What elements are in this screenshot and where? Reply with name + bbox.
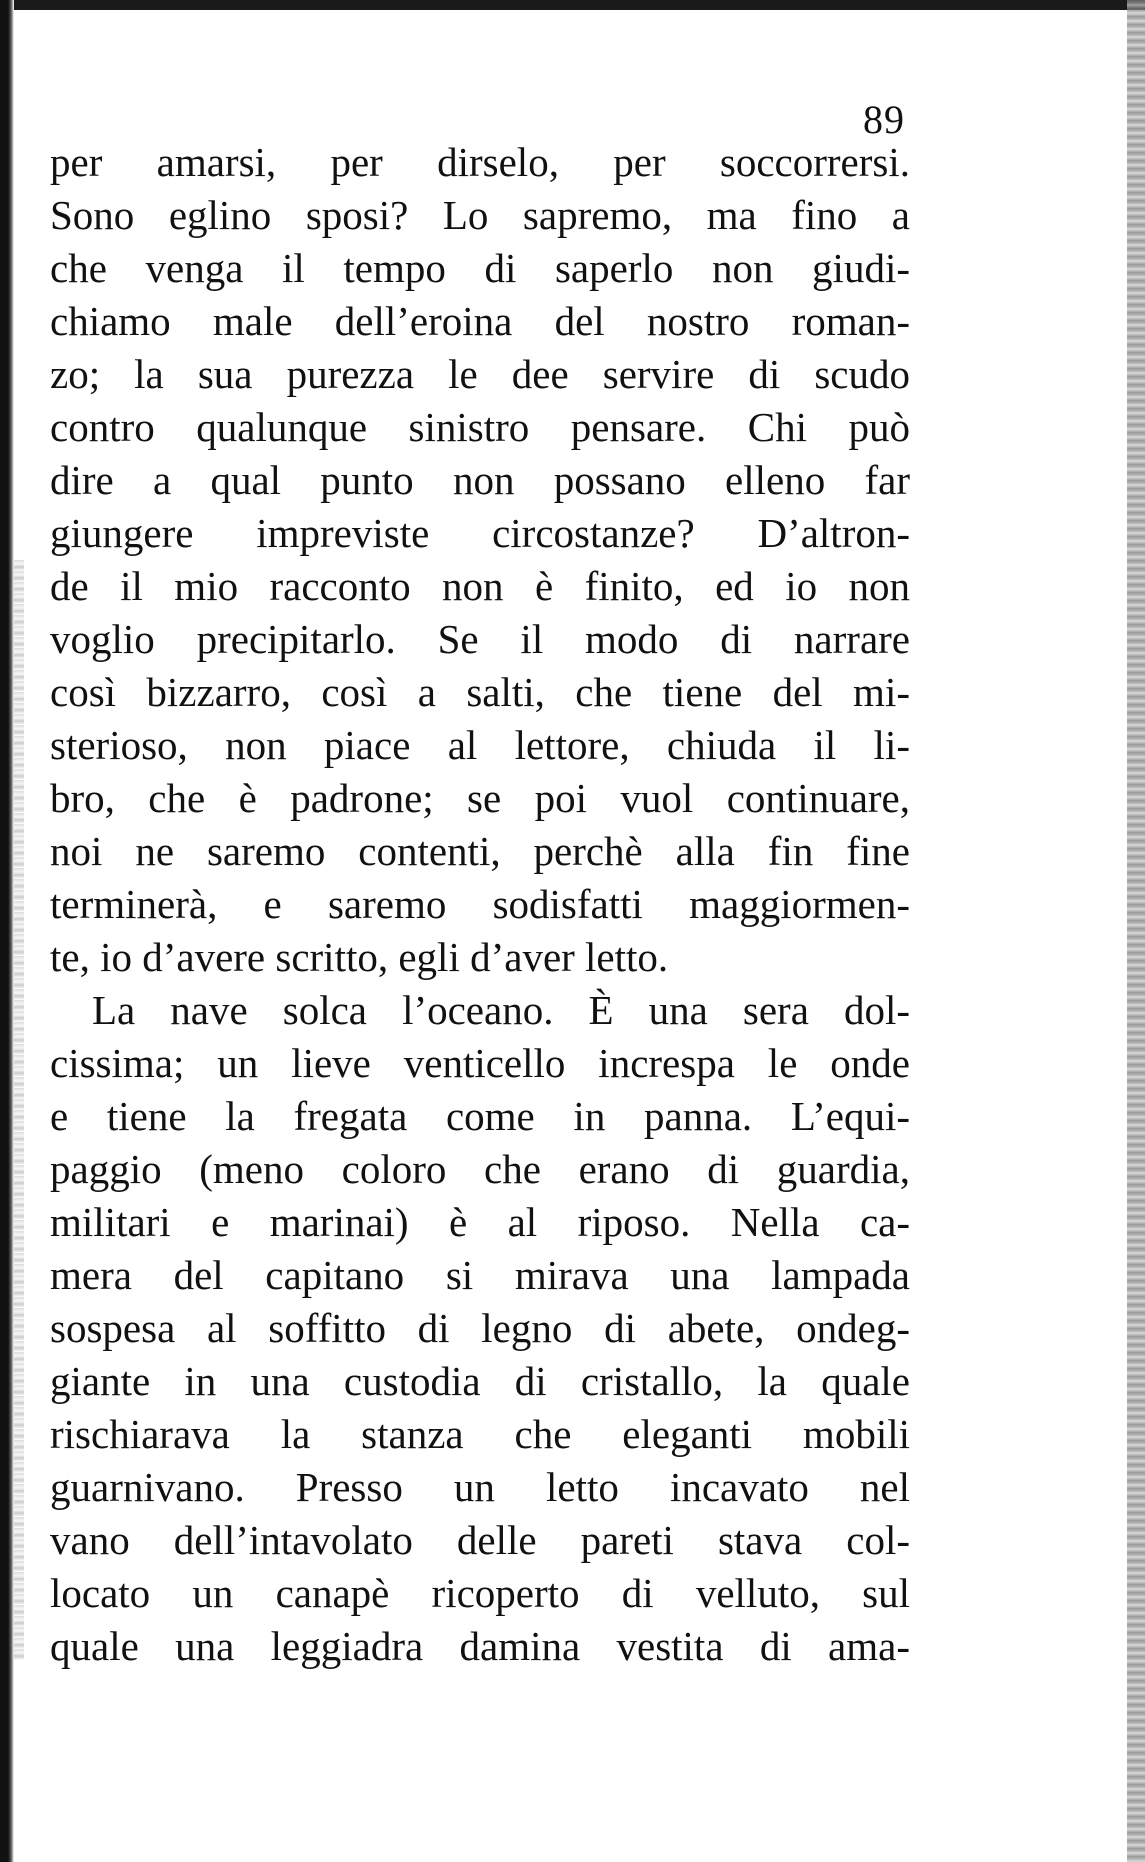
text-line: voglio precipitarlo. Se il modo di narrare [50, 616, 910, 662]
page-number: 89 [863, 97, 905, 142]
text-line: giante in una custodia di cristallo, la quale [50, 1358, 910, 1404]
body-text [50, 136, 910, 1673]
text-line: Sono eglino sposi? Lo sapremo, ma fino a [50, 192, 910, 238]
text-line: zo; la sua purezza le dee servire di scudo [50, 351, 910, 397]
page-right-edge [1127, 0, 1145, 1862]
text-line: sospesa al soffitto di legno di abete, ondeg- [50, 1305, 910, 1351]
page-left-edge [0, 0, 14, 1862]
text-line: guarnivano. Presso un letto incavato nel [50, 1464, 910, 1510]
text-line: vano dell’intavolato delle pareti stava col- [50, 1517, 910, 1563]
text-line: mera del capitano si mirava una lampada [50, 1252, 910, 1298]
text-line: così bizzarro, così a salti, che tiene del mi- [50, 669, 910, 715]
page-top-edge [0, 0, 1145, 10]
text-line: chiamo male dell’eroina del nostro roman- [50, 298, 910, 344]
text-line: paggio (meno coloro che erano di guardia, [50, 1146, 910, 1192]
text-line: locato un canapè ricoperto di velluto, sul [50, 1570, 910, 1616]
text-line: cissima; un lieve venticello increspa le onde [50, 1040, 910, 1086]
text-line: militari e marinai) è al riposo. Nella ca- [50, 1199, 910, 1245]
binding-shadow [14, 560, 24, 1660]
text-line: de il mio racconto non è finito, ed io non [50, 563, 910, 609]
text-line: La nave solca l’oceano. È una sera dol- [92, 987, 910, 1033]
text-line: rischiarava la stanza che eleganti mobili [50, 1411, 910, 1457]
text-line: terminerà, e saremo sodisfatti maggiormen- [50, 881, 910, 927]
text-line: sterioso, non piace al lettore, chiuda il li- [50, 722, 910, 768]
text-line: per amarsi, per dirselo, per soccorrersi. [50, 139, 910, 185]
text-line: giungere impreviste circostanze? D’altron- [50, 510, 910, 556]
text-line: te, io d’avere scritto, egli d’aver letto. [50, 934, 669, 980]
text-line: noi ne saremo contenti, perchè alla fin fine [50, 828, 910, 874]
text-line: quale una leggiadra damina vestita di ama- [50, 1623, 910, 1669]
text-line: che venga il tempo di saperlo non giudi- [50, 245, 910, 291]
text-line: contro qualunque sinistro pensare. Chi può [50, 404, 910, 450]
text-line: e tiene la fregata come in panna. L’equi- [50, 1093, 910, 1139]
text-line: bro, che è padrone; se poi vuol continuare, [50, 775, 910, 821]
text-line: dire a qual punto non possano elleno far [50, 457, 910, 503]
